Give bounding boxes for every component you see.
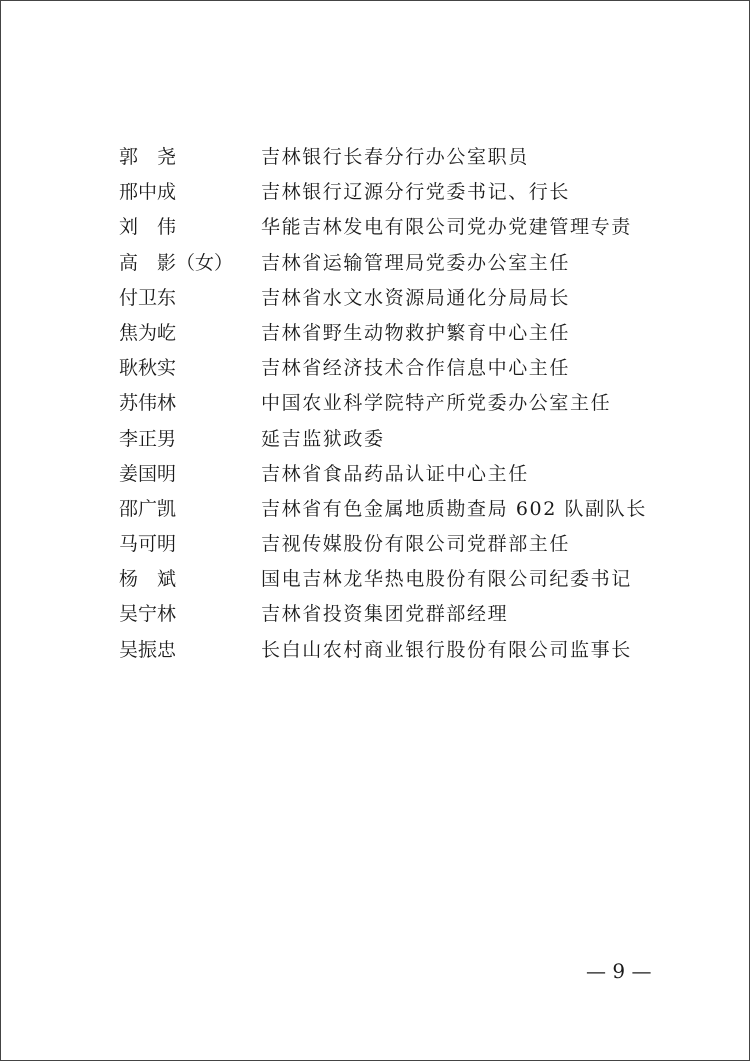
- person-unit: 吉林省经济技术合作信息中心主任: [261, 357, 571, 380]
- person-name: 高 影（女）: [119, 251, 234, 274]
- person-unit: 吉林省野生动物救护繁育中心主任: [261, 321, 571, 344]
- person-name: 苏伟林: [119, 392, 177, 415]
- person-name: 郭 尧: [119, 146, 177, 168]
- list-item: [1, 527, 749, 562]
- personnel-list: [1, 140, 749, 668]
- person-name: 焦为屹: [119, 321, 177, 344]
- person-unit: 国电吉林龙华热电股份有限公司纪委书记: [261, 568, 632, 591]
- person-name: 杨 斌: [119, 568, 177, 591]
- page-number: — 9 —: [586, 959, 652, 983]
- person-name: 邵广凯: [119, 497, 177, 520]
- person-name: 吴振忠: [119, 638, 177, 661]
- person-unit: 吉林银行长春分行办公室职员: [261, 146, 529, 168]
- person-name: 马可明: [119, 533, 177, 556]
- person-unit: 长白山农村商业银行股份有限公司监事长: [261, 638, 632, 661]
- person-unit: 延吉监狱政委: [261, 427, 385, 450]
- list-item: [1, 597, 749, 632]
- list-item: [1, 422, 749, 457]
- list-item: [1, 140, 749, 175]
- person-name: 刘 伟: [119, 216, 177, 239]
- person-unit: 吉林省运输管理局党委办公室主任: [261, 251, 571, 274]
- person-unit: 吉林省投资集团党群部经理: [261, 603, 509, 626]
- person-name: 耿秋实: [119, 357, 177, 380]
- list-item: [1, 386, 749, 421]
- person-name: 邢中成: [119, 181, 177, 204]
- list-item: [1, 281, 749, 316]
- person-name: 吴宁林: [119, 603, 177, 626]
- person-unit: 吉林省食品药品认证中心主任: [261, 462, 529, 485]
- person-name: 付卫东: [119, 286, 177, 309]
- list-item: [1, 316, 749, 351]
- person-name: 姜国明: [119, 462, 177, 485]
- person-unit: 中国农业科学院特产所党委办公室主任: [261, 392, 612, 415]
- list-item: [1, 492, 749, 527]
- list-item: [1, 175, 749, 210]
- list-item: [1, 457, 749, 492]
- person-unit: 吉林省有色金属地质勘查局 602 队副队长: [261, 497, 647, 520]
- list-item: [1, 633, 749, 668]
- list-item: [1, 246, 749, 281]
- person-unit: 吉林银行辽源分行党委书记、行长: [261, 181, 571, 204]
- list-item: [1, 562, 749, 597]
- person-unit: 吉林省水文水资源局通化分局局长: [261, 286, 571, 309]
- list-item: [1, 351, 749, 386]
- person-name: 李正男: [119, 427, 177, 450]
- person-unit: 吉视传媒股份有限公司党群部主任: [261, 533, 571, 556]
- person-unit: 华能吉林发电有限公司党办党建管理专责: [261, 216, 632, 239]
- list-item: [1, 210, 749, 245]
